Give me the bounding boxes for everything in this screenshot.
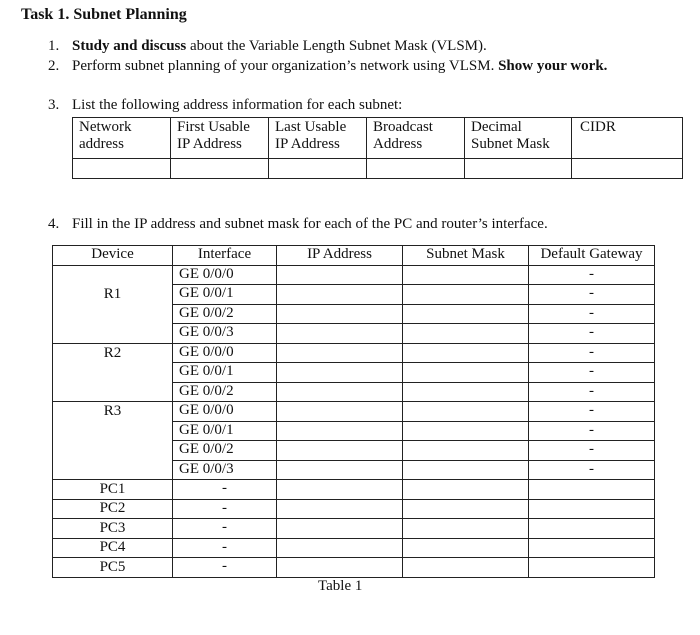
header-cidr: CIDR (572, 118, 683, 159)
default-gateway-cell: - (529, 265, 655, 285)
ip-address-cell[interactable] (277, 402, 403, 422)
cell-broadcast[interactable] (367, 159, 465, 179)
ip-address-cell[interactable] (277, 304, 403, 324)
step-2-number: 2. (48, 58, 60, 74)
default-gateway-cell: - (529, 324, 655, 344)
table-row (53, 265, 655, 285)
ip-address-cell[interactable] (277, 480, 403, 500)
ip-address-cell[interactable] (277, 382, 403, 402)
default-gateway-cell: - (529, 285, 655, 305)
step-1-number: 1. (48, 38, 60, 54)
table-row (53, 382, 655, 402)
device-cell (53, 441, 173, 461)
device-cell: PC5 (53, 558, 173, 578)
ip-address-cell[interactable] (277, 538, 403, 558)
device-table-body (53, 265, 655, 577)
default-gateway-cell: - (529, 402, 655, 422)
default-gateway-cell[interactable] (529, 499, 655, 519)
interface-cell: GE 0/0/1 (173, 363, 277, 383)
cell-decimal-mask[interactable] (465, 159, 572, 179)
device-cell (53, 460, 173, 480)
subnet-mask-cell[interactable] (403, 324, 529, 344)
default-gateway-cell: - (529, 460, 655, 480)
default-gateway-cell: - (529, 421, 655, 441)
interface-cell: GE 0/0/3 (173, 460, 277, 480)
step-1 (72, 38, 487, 55)
ip-address-cell[interactable] (277, 499, 403, 519)
ip-address-cell[interactable] (277, 519, 403, 539)
device-cell (53, 265, 173, 285)
interface-cell: - (173, 519, 277, 539)
interface-cell: - (173, 538, 277, 558)
interface-cell: - (173, 558, 277, 578)
step-3-number: 3. (48, 97, 60, 113)
subnet-mask-cell[interactable] (403, 460, 529, 480)
ip-address-cell[interactable] (277, 343, 403, 363)
table-row (53, 343, 655, 363)
device-cell: R2 (53, 343, 173, 363)
step-4-number: 4. (48, 216, 60, 232)
table-row (53, 480, 655, 500)
step-3-text: List the following address information for each subnet: (72, 97, 403, 113)
table-row (53, 363, 655, 383)
table-row (53, 324, 655, 344)
interface-cell: GE 0/0/2 (173, 304, 277, 324)
header-broadcast: Broadcast Address (367, 118, 465, 159)
cell-last-usable[interactable] (269, 159, 367, 179)
ip-address-cell[interactable] (277, 363, 403, 383)
header-last-usable: Last Usable IP Address (269, 118, 367, 159)
cell-first-usable[interactable] (171, 159, 269, 179)
subnet-mask-cell[interactable] (403, 402, 529, 422)
table-row (53, 285, 655, 305)
subnet-mask-cell[interactable] (403, 441, 529, 461)
device-address-table (52, 245, 655, 578)
header-ip-address: IP Address (277, 246, 403, 266)
ip-address-cell[interactable] (277, 460, 403, 480)
step-2 (72, 58, 607, 75)
subnet-table-row (73, 159, 683, 179)
cell-cidr[interactable] (572, 159, 683, 179)
default-gateway-cell: - (529, 441, 655, 461)
subnet-table-header-row (73, 118, 683, 159)
table-row (53, 441, 655, 461)
interface-cell: - (173, 480, 277, 500)
subnet-mask-cell[interactable] (403, 480, 529, 500)
header-decimal-mask: Decimal Subnet Mask (465, 118, 572, 159)
interface-cell: GE 0/0/3 (173, 324, 277, 344)
subnet-mask-cell[interactable] (403, 558, 529, 578)
subnet-mask-cell[interactable] (403, 538, 529, 558)
subnet-mask-cell[interactable] (403, 421, 529, 441)
interface-cell: GE 0/0/1 (173, 421, 277, 441)
device-cell: PC4 (53, 538, 173, 558)
device-cell (53, 304, 173, 324)
header-device: Device (53, 246, 173, 266)
device-cell (53, 421, 173, 441)
default-gateway-cell[interactable] (529, 558, 655, 578)
step-2-text: Perform subnet planning of your organization’s network using VLSM. (72, 58, 499, 74)
table-row (53, 304, 655, 324)
table-row (53, 460, 655, 480)
interface-cell: GE 0/0/0 (173, 265, 277, 285)
table-row (53, 402, 655, 422)
header-default-gateway: Default Gateway (529, 246, 655, 266)
default-gateway-cell: - (529, 304, 655, 324)
device-cell: R1 (53, 285, 173, 305)
table-row (53, 558, 655, 578)
ip-address-cell[interactable] (277, 558, 403, 578)
header-network-address: Network address (73, 118, 171, 159)
ip-address-cell[interactable] (277, 285, 403, 305)
interface-cell: GE 0/0/2 (173, 441, 277, 461)
header-first-usable: First Usable IP Address (171, 118, 269, 159)
interface-cell: GE 0/0/1 (173, 285, 277, 305)
device-cell: PC3 (53, 519, 173, 539)
subnet-mask-cell[interactable] (403, 265, 529, 285)
default-gateway-cell[interactable] (529, 538, 655, 558)
default-gateway-cell: - (529, 343, 655, 363)
ip-address-cell[interactable] (277, 324, 403, 344)
step-1-bold: Study and discuss (72, 38, 187, 54)
subnet-mask-cell[interactable] (403, 519, 529, 539)
default-gateway-cell[interactable] (529, 519, 655, 539)
step-2-bold: Show your work. (498, 58, 608, 74)
table-caption: Table 1 (318, 578, 363, 594)
subnet-mask-cell[interactable] (403, 285, 529, 305)
interface-cell: GE 0/0/0 (173, 402, 277, 422)
device-cell (53, 382, 173, 402)
subnet-mask-cell[interactable] (403, 343, 529, 363)
default-gateway-cell: - (529, 382, 655, 402)
header-interface: Interface (173, 246, 277, 266)
device-table-header-row (53, 246, 655, 266)
table-row (53, 538, 655, 558)
subnet-mask-cell[interactable] (403, 363, 529, 383)
table-row (53, 519, 655, 539)
default-gateway-cell: - (529, 363, 655, 383)
table-row (53, 421, 655, 441)
ip-address-cell[interactable] (277, 421, 403, 441)
device-cell (53, 324, 173, 344)
interface-cell: GE 0/0/0 (173, 343, 277, 363)
table-row (53, 499, 655, 519)
device-cell: R3 (53, 402, 173, 422)
ip-address-cell[interactable] (277, 441, 403, 461)
ip-address-cell[interactable] (277, 265, 403, 285)
header-subnet-mask: Subnet Mask (403, 246, 529, 266)
subnet-mask-cell[interactable] (403, 304, 529, 324)
cell-network-address[interactable] (73, 159, 171, 179)
subnet-mask-cell[interactable] (403, 499, 529, 519)
device-cell (53, 363, 173, 383)
step-1-text: about the Variable Length Subnet Mask (VLSM). (186, 38, 487, 54)
interface-cell: GE 0/0/2 (173, 382, 277, 402)
step-4-text: Fill in the IP address and subnet mask for each of the PC and router’s interface. (72, 216, 548, 232)
page-title: Task 1. Subnet Planning (21, 6, 187, 23)
subnet-mask-cell[interactable] (403, 382, 529, 402)
default-gateway-cell[interactable] (529, 480, 655, 500)
device-cell: PC2 (53, 499, 173, 519)
subnet-info-table (72, 117, 683, 179)
interface-cell: - (173, 499, 277, 519)
device-cell: PC1 (53, 480, 173, 500)
